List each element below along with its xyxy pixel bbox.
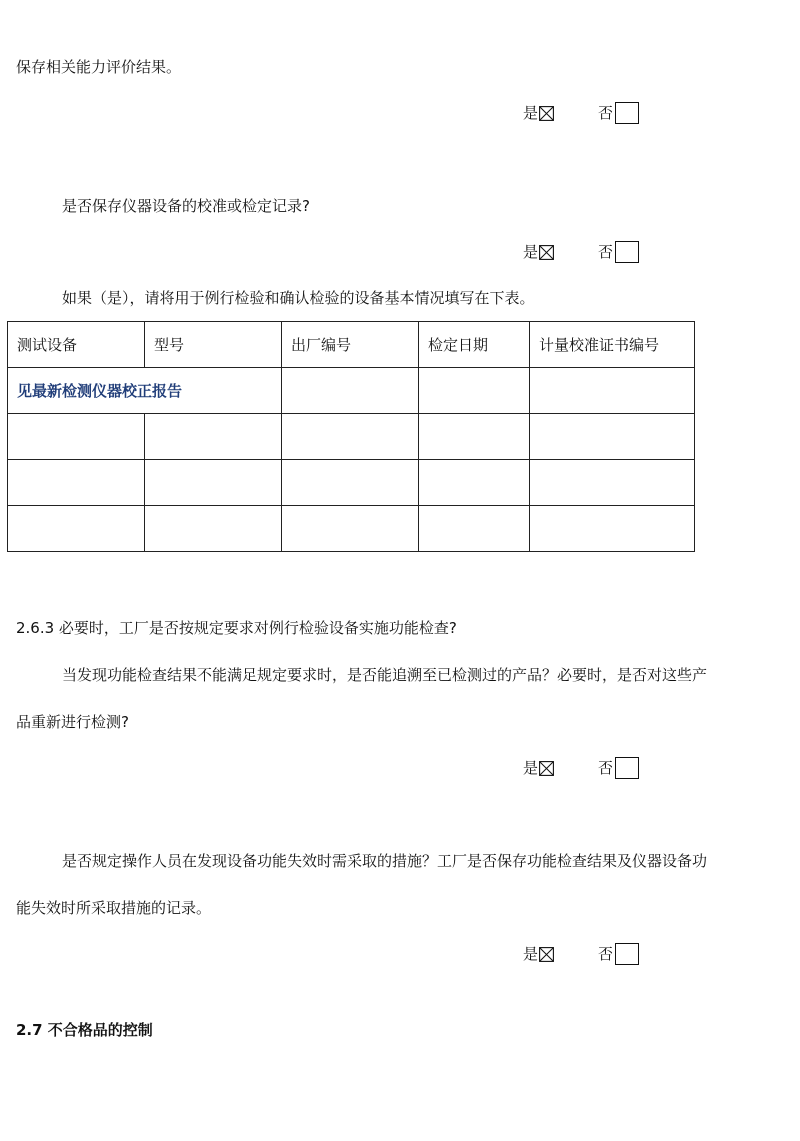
answer-row-3: [523, 755, 639, 781]
header-certificate-number: 计量校准证书编号: [530, 322, 695, 368]
table-cell[interactable]: [145, 460, 282, 506]
table-cell[interactable]: [8, 460, 145, 506]
answer-row-2: [523, 239, 639, 265]
question-failure-measures: 是否规定操作人员在发现设备功能失效时需采取的措施？工厂是否保存功能检查结果及仪器设备功: [62, 852, 708, 870]
unchecked-box[interactable]: [615, 102, 639, 124]
checked-box-icon[interactable]: [539, 106, 554, 121]
table-row: [8, 368, 695, 414]
unchecked-box[interactable]: [615, 943, 639, 965]
section-heading-27: 2.7 不合格品的控制: [16, 1021, 153, 1039]
table-cell[interactable]: [530, 414, 695, 460]
no-label: 否: [598, 104, 614, 122]
question-calibration-records: 是否保存仪器设备的校准或检定记录?: [62, 197, 310, 215]
table-cell[interactable]: [282, 506, 419, 552]
header-test-equipment: 测试设备: [8, 322, 145, 368]
header-verification-date: 检定日期: [419, 322, 530, 368]
table-note-cell: 见最新检测仪器校正报告: [8, 368, 282, 414]
table-cell[interactable]: [282, 460, 419, 506]
table-cell[interactable]: [145, 506, 282, 552]
question-263-traceability-cont: 品重新进行检测?: [16, 713, 129, 731]
table-cell[interactable]: [419, 460, 530, 506]
checked-box-icon[interactable]: [539, 245, 554, 260]
table-cell[interactable]: [145, 414, 282, 460]
no-label: 否: [598, 945, 614, 963]
table-cell[interactable]: [530, 368, 695, 414]
table-cell[interactable]: [8, 414, 145, 460]
yes-label: 是: [523, 104, 539, 122]
unchecked-box[interactable]: [615, 241, 639, 263]
table-row: [8, 414, 695, 460]
header-serial-number: 出厂编号: [282, 322, 419, 368]
table-cell[interactable]: [419, 368, 530, 414]
table-row: [8, 506, 695, 552]
question-263-traceability: 当发现功能检查结果不能满足规定要求时，是否能追溯至已检测过的产品？必要时，是否对这些产: [62, 666, 708, 684]
checked-box-icon[interactable]: [539, 947, 554, 962]
yes-label: 是: [523, 945, 539, 963]
no-label: 否: [598, 759, 614, 777]
question-failure-measures-cont: 能失效时所采取措施的记录。: [16, 899, 212, 917]
checked-box-icon[interactable]: [539, 761, 554, 776]
header-model: 型号: [145, 322, 282, 368]
table-cell[interactable]: [8, 506, 145, 552]
no-label: 否: [598, 243, 614, 261]
table-cell[interactable]: [419, 414, 530, 460]
paragraph-ability-evaluation: 保存相关能力评价结果。: [16, 58, 182, 76]
question-263-function-check: 2.6.3 必要时，工厂是否按规定要求对例行检验设备实施功能检查?: [16, 619, 457, 637]
yes-label: 是: [523, 243, 539, 261]
yes-label: 是: [523, 759, 539, 777]
table-cell[interactable]: [282, 414, 419, 460]
table-cell[interactable]: [530, 506, 695, 552]
table-row: [8, 460, 695, 506]
instruction-fill-table: 如果（是），请将用于例行检验和确认检验的设备基本情况填写在下表。: [62, 289, 535, 307]
equipment-table: [7, 321, 695, 552]
table-cell[interactable]: [419, 506, 530, 552]
table-header-row: [8, 322, 695, 368]
table-cell[interactable]: [530, 460, 695, 506]
unchecked-box[interactable]: [615, 757, 639, 779]
table-cell[interactable]: [282, 368, 419, 414]
answer-row-1: [523, 100, 639, 126]
answer-row-4: [523, 941, 639, 967]
